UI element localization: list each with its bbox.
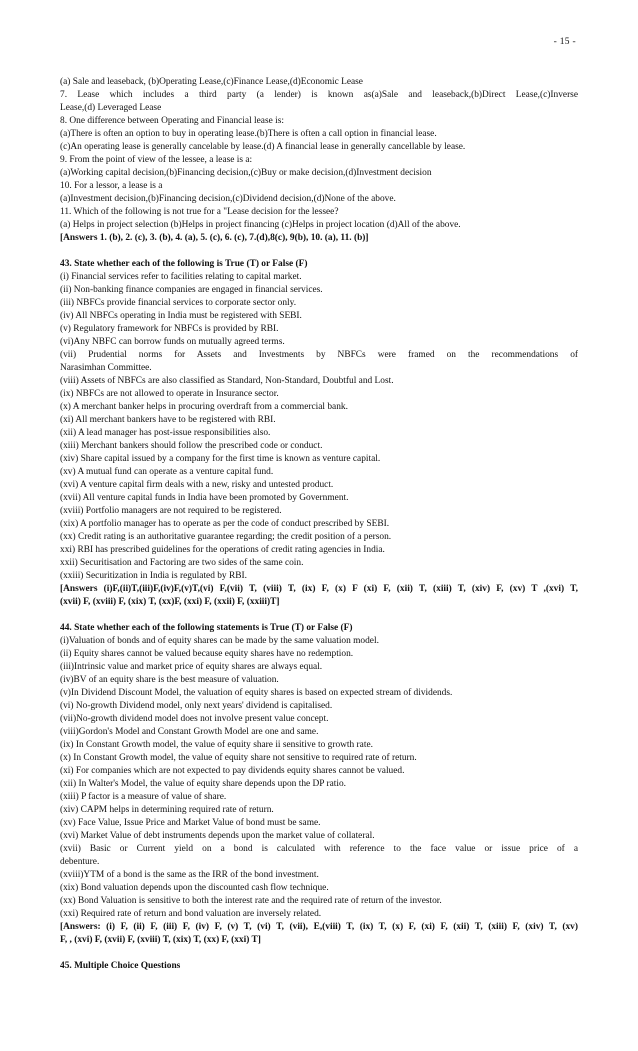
list-item: (v) Regulatory framework for NBFCs is provided by RBI. (60, 324, 279, 334)
list-item: xxii) Securitisation and Factoring are two sides of the same coin. (60, 558, 304, 568)
list-item: (ix) In Constant Growth model, the value of equity share ii sensitive to growth rate. (60, 740, 373, 750)
text-line: (a) Helps in project selection (b)Helps in project financing (c)Helps in project location (d)All of the above. (60, 220, 461, 230)
text-line: (a)Working capital decision,(b)Financing decision,(c)Buy or make decision,(d)Investment decision (60, 168, 432, 178)
list-item: (i) Financial services refer to facilities relating to capital market. (60, 272, 302, 282)
text-line: Lease,(d) Leveraged Lease (60, 103, 162, 113)
list-item: (xvi) Market Value of debt instruments depends upon the market value of collateral. (60, 831, 375, 841)
section-heading: 44. State whether each of the following statements is True (T) or False (F) (60, 623, 353, 633)
list-item: (iii) NBFCs provide financial services to corporate sector only. (60, 298, 297, 308)
list-item: (xvii) Basic or Current yield on a bond is calculated with reference to the face value or issue price of a (60, 844, 578, 854)
text-line: (c)An operating lease is generally cancelable by lease.(d) A financial lease in generally cancellable by lease. (60, 142, 466, 152)
list-item: (vii) Prudential norms for Assets and Investments by NBFCs were framed on the recommendations of (60, 350, 578, 360)
section-heading: 43. State whether each of the following is True (T) or False (F) (60, 259, 308, 269)
list-item: (xvi) A venture capital firm deals with a new, risky and untested product. (60, 480, 334, 490)
list-item: (xix) Bond valuation depends upon the discounted cash flow technique. (60, 883, 329, 893)
list-item: (xii) A lead manager has post-issue responsibilities also. (60, 428, 271, 438)
list-item: (xii) In Walter's Model, the value of equity share depends upon the DP ratio. (60, 779, 347, 789)
text-line: 8. One difference between Operating and Financial lease is: (60, 116, 284, 126)
list-item: (xiv) Share capital issued by a company for the first time is known as venture capital. (60, 454, 381, 464)
list-item: (v)In Dividend Discount Model, the valuation of equity shares is based on expected stream of dividends. (60, 688, 453, 698)
text-line: 11. Which of the following is not true for a "Lease decision for the lessee? (60, 207, 339, 217)
text-line: 7. Lease which includes a third party (a lender) is known as(a)Sale and leaseback,(b)Direct Lease,(c)Inverse (60, 90, 578, 100)
list-item: (xviii) Portfolio managers are not required to be registered. (60, 506, 282, 516)
list-item: (xiii) P factor is a measure of value of share. (60, 792, 227, 802)
answer-key: F, , (xvi) F, (xvii) F, (xviii) T, (xix) T, (xx) F, (xxi) T] (60, 935, 261, 945)
list-item: (vi) No-growth Dividend model, only next years' dividend is capitalised. (60, 701, 333, 711)
list-item: (xx) Bond Valuation is sensitive to both the interest rate and the required rate of return of the investor. (60, 896, 442, 906)
text-line: (a)There is often an option to buy in operating lease.(b)There is often a call option in financial lease. (60, 129, 437, 139)
list-item: (xi) For companies which are not expected to pay dividends equity shares cannot be valued. (60, 766, 405, 776)
text-line: (a)Investment decision,(b)Financing decision,(c)Dividend decision,(d)None of the above. (60, 194, 396, 204)
list-item: (xviii)YTM of a bond is the same as the IRR of the bond investment. (60, 870, 319, 880)
page-content (60, 76, 578, 973)
list-item: (xv) A mutual fund can operate as a venture capital fund. (60, 467, 274, 477)
text-line: 10. For a lessor, a lease is a (60, 181, 163, 191)
answer-key: [Answers: (i) F, (ii) F, (iii) F, (iv) F, (v) T, (vi) T, (vii), E,(viii) T, (ix) T, (x) F, (xi) F, (xii) T, (xiii) F, (xiv) T, (xv) (60, 922, 578, 932)
list-item: (ii) Non-banking finance companies are engaged in financial services. (60, 285, 323, 295)
page-number: - 15 - (553, 37, 576, 47)
list-item: (xiii) Merchant bankers should follow the prescribed code or conduct. (60, 441, 323, 451)
list-item: (xi) All merchant bankers have to be registered with RBI. (60, 415, 276, 425)
list-item: (xvii) All venture capital funds in India have been promoted by Government. (60, 493, 349, 503)
list-item: (xx) Credit rating is an authoritative guarantee regarding; the credit position of a person. (60, 532, 392, 542)
list-item: debenture. (60, 857, 100, 867)
list-item: (viii) Assets of NBFCs are also classified as Standard, Non-Standard, Doubtful and Lost. (60, 376, 394, 386)
text-line: (a) Sale and leaseback, (b)Operating Lease,(c)Finance Lease,(d)Economic Lease (60, 77, 363, 87)
list-item: (i)Valuation of bonds and of equity shares can be made by the same valuation model. (60, 636, 379, 646)
list-item: (xix) A portfolio manager has to operate as per the code of conduct prescribed by SEBI. (60, 519, 390, 529)
answer-key: [Answers 1. (b), 2. (c), 3. (b), 4. (a), 5. (c), 6. (c), 7.(d),8(c), 9(b), 10. (a), 11. (b)] (60, 233, 369, 243)
list-item: (iv) All NBFCs operating in India must be registered with SEBI. (60, 311, 302, 321)
list-item: (xxi) Required rate of return and bond valuation are inversely related. (60, 909, 322, 919)
list-item: (xxiii) Securitization in India is regulated by RBI. (60, 571, 247, 581)
list-item: (viii)Gordon's Model and Constant Growth Model are one and same. (60, 727, 319, 737)
list-item: (x) In Constant Growth model, the value of equity share not sensitive to required rate of return. (60, 753, 417, 763)
list-item: (vii)No-growth dividend model does not involve present value concept. (60, 714, 329, 724)
spacer (60, 947, 578, 960)
list-item: (iii)Intrinsic value and market price of equity shares are always equal. (60, 662, 323, 672)
text-line: 9. From the point of view of the lessee, a lease is a: (60, 155, 253, 165)
spacer (60, 609, 578, 622)
list-item: (vi)Any NBFC can borrow funds on mutually agreed terms. (60, 337, 285, 347)
document-page (60, 0, 578, 1051)
list-item: (iv)BV of an equity share is the best measure of valuation. (60, 675, 279, 685)
list-item: (xv) Face Value, Issue Price and Market Value of bond must be same. (60, 818, 321, 828)
list-item: Narasimhan Committee. (60, 363, 152, 373)
answer-key: (xvii) F, (xviii) F, (xix) T, (xx)F, (xxi) F, (xxii) F, (xxiii)T] (60, 597, 280, 607)
list-item: (ii) Equity shares cannot be valued because equity shares have no redemption. (60, 649, 354, 659)
list-item: (xiv) CAPM helps in determining required rate of return. (60, 805, 274, 815)
list-item: (x) A merchant banker helps in procuring overdraft from a commercial bank. (60, 402, 348, 412)
list-item: (ix) NBFCs are not allowed to operate in Insurance sector. (60, 389, 279, 399)
spacer (60, 245, 578, 258)
answer-key: [Answers (i)F,(ii)T,(iii)F,(iv)F,(v)T,(vi) F,(vii) T, (viii) T, (ix) F, (x) F (xi) F, (xii) T, (xiii) T, (xiv) F, (xv) T ,(xvi) T, (60, 584, 578, 594)
list-item: xxi) RBI has prescribed guidelines for the operations of credit rating agencies in India. (60, 545, 385, 555)
section-heading: 45. Multiple Choice Questions (60, 961, 181, 971)
